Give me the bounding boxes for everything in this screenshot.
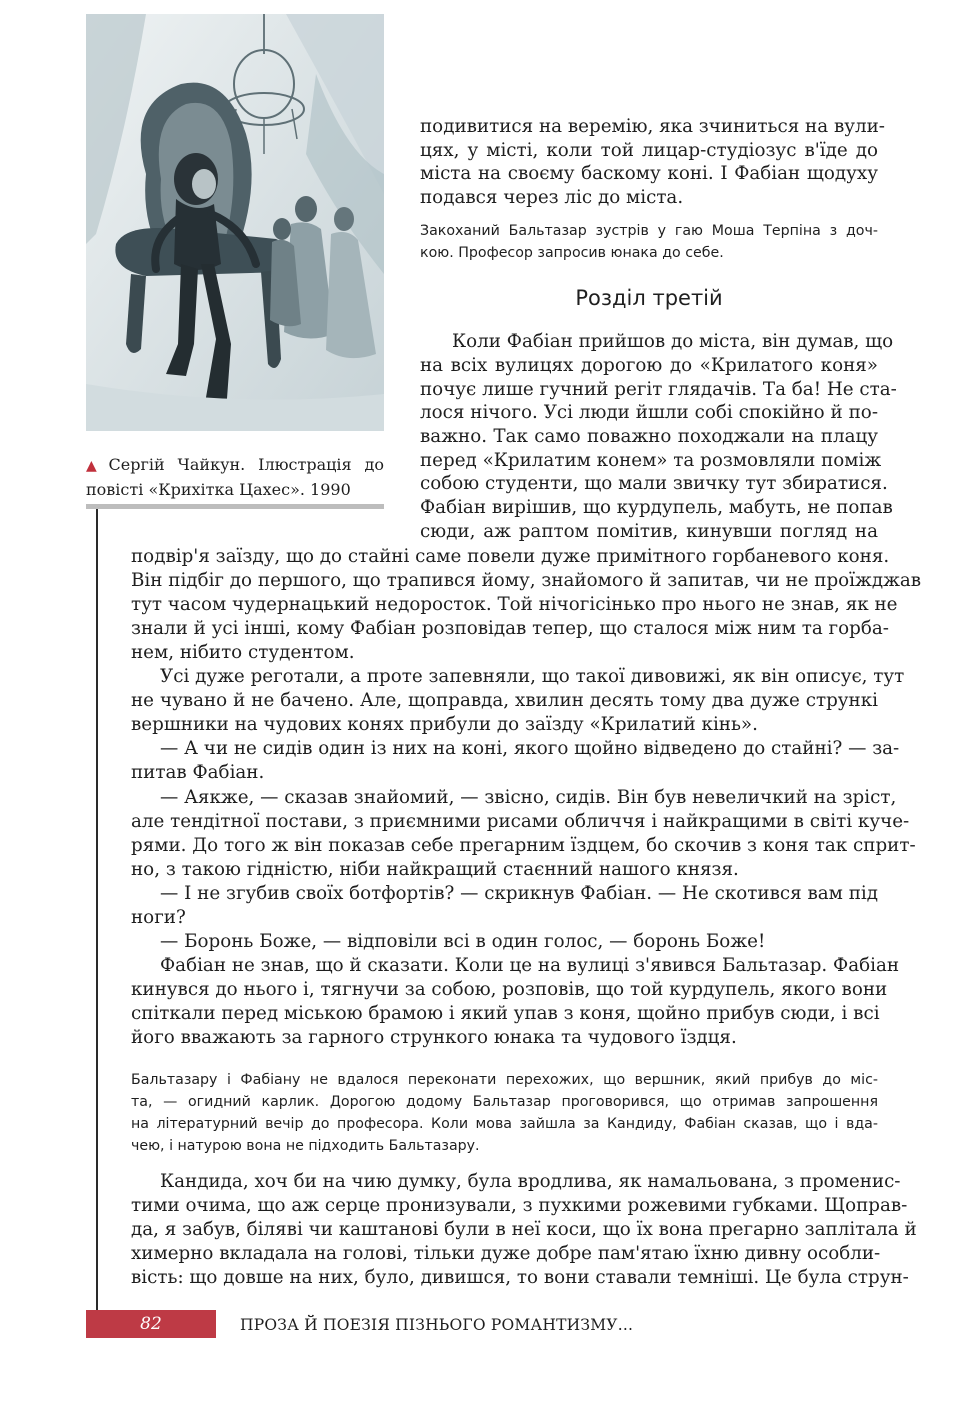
text-line: почує лише гучний регіт глядачів. Та ба! Не ста- [420,379,897,400]
text-line: химерно вкладала на голові, тільки дуже добре пам'ятаю їхню дивну особли- [131,1243,881,1264]
text-line: — І не згубив своїх ботфортів? — скрикнув Фабіан. — Не скотився вам під [160,883,878,904]
text-line: цях, у місті, коли той лицар-студіозус в'їде до [420,140,878,161]
text-line: не чувано й не бачено. Але, щоправда, хвилин десять тому два дуже стрункі [131,690,878,711]
text-line: лося нічого. Усі люди йшли собі спокійно й по- [420,402,878,423]
text-line: подивитися на веремію, яка зчиниться на вули- [420,116,885,137]
text-line: важно. Так само поважно походжали на плацу [420,426,878,447]
text-line: перед «Крилатим конем» та розмовляли поміж [420,450,882,471]
text-line: сюди, аж раптом помітив, кинувши погляд на [420,521,878,542]
running-title: ПРОЗА Й ПОЕЗІЯ ПІЗНЬОГО РОМАНТИЗМУ... [240,1316,634,1334]
illustration-image [86,14,384,431]
text-line: подвір'я заїзду, що до стайні саме повели дуже примітного горбаневого коня. [131,546,890,567]
text-line: но, з такою гідністю, ніби найкращий стаєнний нашого князя. [131,859,739,880]
text-line: ноги? [131,907,186,928]
chapter-heading: Розділ третій [575,286,723,310]
text-line: але тендітної постави, з приємними рисами обличчя і найкращими в світі куче- [131,811,910,832]
text-line: питав Фабіан. [131,762,265,783]
text-line: на всіх вулицях дорогою до «Крилатого коня» [420,355,878,376]
text-line: — Аякже, — сказав знайомий, — звісно, сидів. Він був невеличкий на зріст, [160,787,897,808]
text-line: вість: що довше на них, було, дивишся, то вони ставали темніші. Це була струн- [131,1267,909,1288]
text-line: подався через ліс до міста. [420,187,684,208]
summary-line: Бальтазару і Фабіану не вдалося переконати перехожих, що вершник, який прибув до міс- [131,1072,878,1088]
illustration-drawing [86,14,384,431]
summary-line: Закоханий Бальтазар зустрів у гаю Моша Терпіна з доч- [420,223,878,239]
text-line: Фабіан не знав, що й сказати. Коли це на вулиці з'явився Бальтазар. Фабіан [160,955,900,976]
page-number: 82 [140,1314,162,1334]
text-line: кинувся до нього і, тягнучи за собою, розповів, що той курдупель, якого вони [131,979,888,1000]
margin-rule [96,509,98,1312]
text-line: спіткали перед міською брамою і який упав з коня, щойно прибув сюди, і всі [131,1003,880,1024]
summary-line: чею, і натурою вона не підходить Бальтазару. [131,1138,480,1154]
text-line: Фабіан вирішив, що курдупель, мабуть, не попав [420,497,893,518]
text-line: знали й усі інші, кому Фабіан розповідав тепер, що сталося між ним та горба- [131,618,889,639]
text-line: — Боронь Боже, — відповіли всі в один голос, — боронь Боже! [160,931,766,952]
caption-divider [86,504,384,509]
triangle-marker-icon: ▲ [86,458,105,474]
text-line: міста на своєму баскому коні. І Фабіан щодуху [420,163,878,184]
text-line: нем, нібито студентом. [131,642,355,663]
text-line: Він підбіг до першого, що трапився йому, знайомого й запитав, чи не проїжджав [131,570,922,591]
summary-line: кою. Професор запросив юнака до себе. [420,245,724,261]
text-line: тими очима, що аж серце пронизували, з пухкими рожевими губками. Щоправ- [131,1195,908,1216]
summary-line: на літературний вечір до професора. Коли мова зайшла за Кандиду, Фабіан сказав, що і вда- [131,1116,878,1132]
text-line: собою студенти, що мали звичку тут збиратися. [420,473,888,494]
summary-line: та, — огидний карлик. Дорогою додому Бальтазар проговорився, що отримав запрошення [131,1094,878,1110]
text-line: Кандида, хоч би на чию думку, була вродлива, як намальована, з променис- [160,1171,901,1192]
text-line: його вважають за гарного стрункого юнака та чудового їздця. [131,1027,737,1048]
text-line: Усі дуже реготали, а проте запевняли, що такої дивовижі, як він описує, тут [160,666,905,687]
text-line: Коли Фабіан прийшов до міста, він думав, що [452,331,894,352]
text-line: рями. До того ж він показав себе прегарним їздцем, бо скочив з коня так сприт- [131,835,916,856]
text-line: да, я забув, біляві чи каштанові були в неї коси, що їх вона прегарно заплітала й [131,1219,917,1240]
text-line: вершники на чудових конях прибули до заїзду «Крилатий кінь». [131,714,758,735]
text-line: тут часом чудернацький недоросток. Той нічогісінько про нього не знав, як не [131,594,898,615]
text-line: — А чи не сидів один із них на коні, якого щойно відведено до стайні? — за- [160,738,900,759]
illustration-caption [86,453,384,501]
caption-text: Сергій Чайкун. Ілюстрація до повісті «Крихітка Цахес». 1990 [86,455,384,499]
